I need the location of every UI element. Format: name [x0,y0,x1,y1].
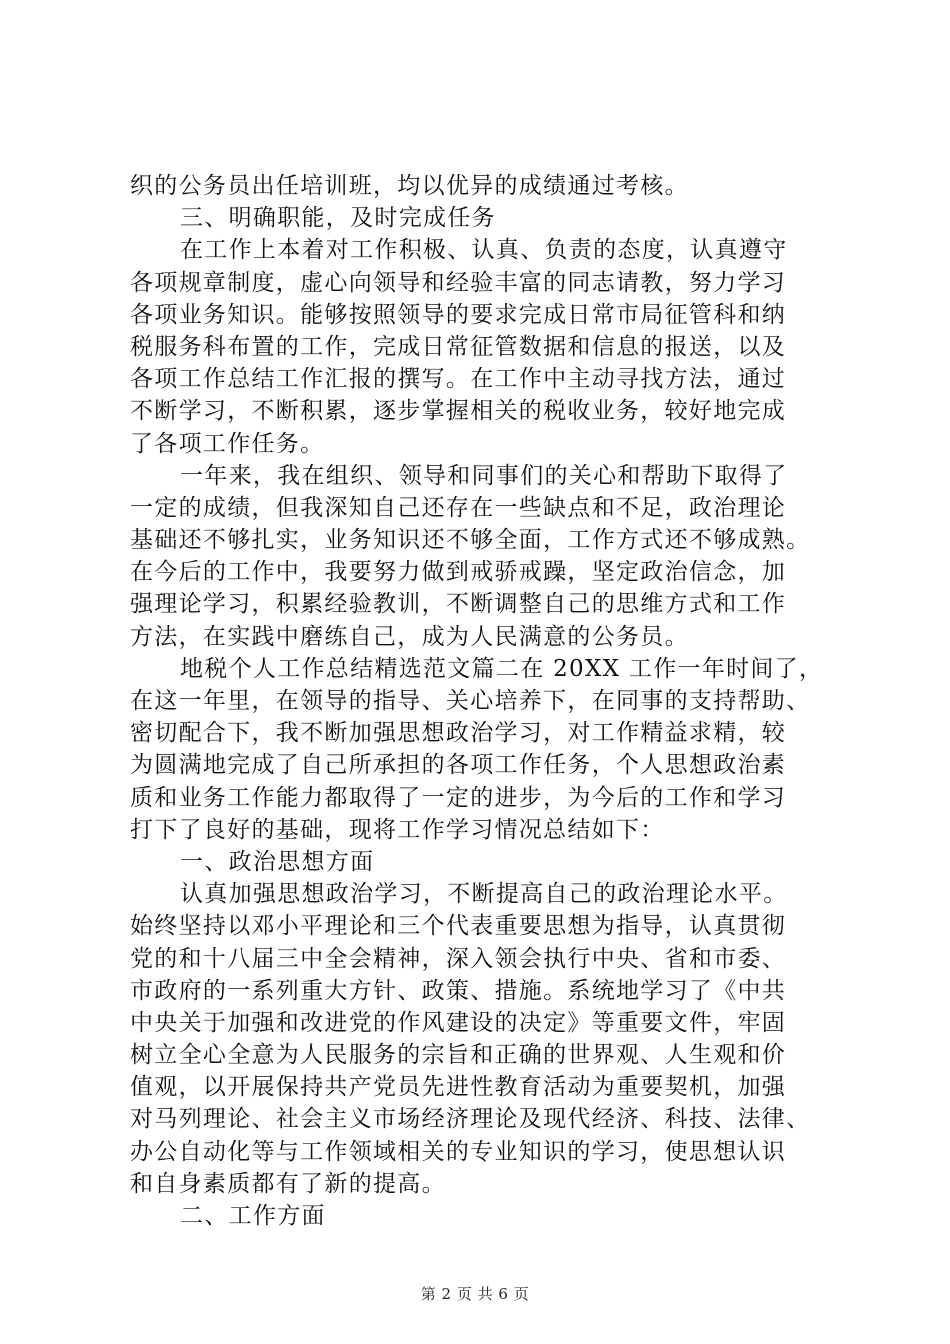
text-line: 一年来，我在组织、领导和同事们的关心和帮助下取得了 [180,462,788,489]
text-line: 了各项工作任务。 [130,430,325,457]
text-line: 办公自动化等与工作领域相关的专业知识的学习，使思想认识 [130,1138,787,1165]
document-body [130,170,830,1232]
text-line: 基础还不够扎实，业务知识还不够全面，工作方式还不够成熟。 [130,527,811,554]
text-line: 始终坚持以邓小平理论和三个代表重要思想为指导，认真贯彻 [130,913,787,940]
text-line: 在今后的工作中，我要努力做到戒骄戒躁，坚定政治信念，加 [130,559,787,586]
text-line: 一、政治思想方面 [180,848,375,875]
text-line: 和自身素质都有了新的提高。 [130,1170,446,1197]
page-number-footer: 第 2 页 共 6 页 [420,1285,530,1303]
text-line: 方法，在实践中磨练自己，成为人民满意的公务员。 [130,623,689,650]
text-line: 党的和十八届三中全会精神，深入领会执行中央、省和市委、 [130,945,787,972]
text-line: 为圆满地完成了自己所承担的各项工作任务，个人思想政治素 [130,752,787,779]
text-line: 各项业务知识。能够按照领导的要求完成日常市局征管科和纳 [130,301,787,328]
text-line: 各项规章制度，虚心向领导和经验丰富的同志请教，努力学习 [130,269,787,296]
text-line: 中央关于加强和改进党的作风建设的决定》等重要文件，牢固 [130,1009,787,1036]
text-line: 地税个人工作总结精选范文篇二在 20XX 工作一年时间了， [180,655,824,682]
text-line: 值观，以开展保持共产党员先进性教育活动为重要契机，加强 [130,1074,787,1101]
text-line: 认真加强思想政治学习，不断提高自己的政治理论水平。 [180,881,788,908]
text-line: 树立全心全意为人民服务的宗旨和正确的世界观、人生观和价 [130,1042,787,1069]
text-line: 打下了良好的基础，现将工作学习情况总结如下： [130,816,665,843]
text-line: 强理论学习，积累经验教训，不断调整自己的思维方式和工作 [130,591,787,618]
text-line: 二、工作方面 [180,1203,326,1229]
text-line: 织的公务员出任培训班，均以优异的成绩通过考核。 [130,173,689,199]
text-line: 密切配合下，我不断加强思想政治学习，对工作精益求精，较 [130,720,787,747]
text-line: 三、明确职能，及时完成任务 [180,205,496,232]
text-line: 税服务科布置的工作，完成日常征管数据和信息的报送，以及 [130,333,787,360]
text-line: 在这一年里，在领导的指导、关心培养下，在同事的支持帮助、 [130,688,811,714]
text-line: 不断学习，不断积累，逐步掌握相关的税收业务，较好地完成 [130,398,787,425]
text-line: 在工作上本着对工作积极、认真、负责的态度，认真遵守 [180,237,788,264]
text-line: 各项工作总结工作汇报的撰写。在工作中主动寻找方法，通过 [130,366,787,393]
text-line: 对马列理论、社会主义市场经济理论及现代经济、科技、法律、 [130,1106,811,1133]
text-line: 市政府的一系列重大方针、政策、措施。系统地学习了《中共 [130,977,787,1004]
text-line: 质和业务工作能力都取得了一定的进步，为今后的工作和学习 [130,784,787,811]
text-line: 一定的成绩，但我深知自己还存在一些缺点和不足，政治理论 [130,494,787,521]
